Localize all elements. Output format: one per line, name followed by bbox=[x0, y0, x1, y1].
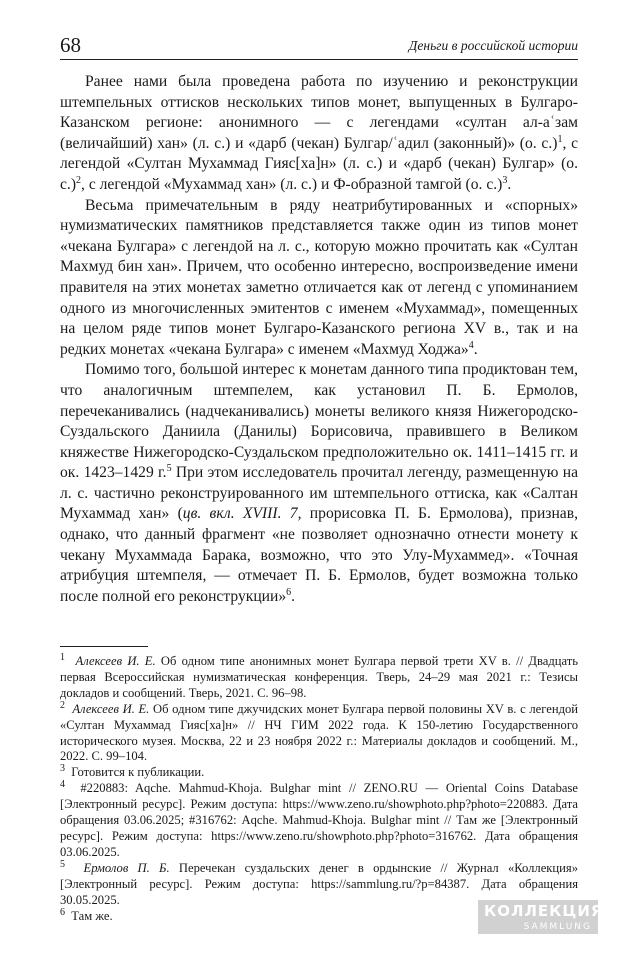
watermark-bottom: SAMMLUNG bbox=[523, 922, 592, 932]
paragraph-text: При этом исследователь прочитал легенду, размещенную на л. с. частично реконструированного им штемпельного оттиска, как «Салтан Мухаммад хан» ( bbox=[60, 464, 579, 523]
paragraph-text: Весьма примечательным в ряду неатрибутированных и «спорных» нумизматических памятников представляется также один из типов монет «чекана Булгара» с легендой на л. с., которую можно прочитать как «Султан Махмуд бин хан». Причем, что особенно интересно, воспроизведение имени правителя на этих монетах заметно отличается как от легенд с упоминанием одного из многочисленных эмитентов с именем «Мухаммад», помещенных на целом ряде типов монет Булгаро-Казанского региона XV в., так и на редких монетах «чекана Булгара» с именем «Махмуд Ходжа» bbox=[60, 196, 578, 358]
paragraph-text: прорисовка П. Б. Ермолова), признав, однако, что данный фрагмент «не позволяет однозначно отнести монету к чекану Мухаммада Барака, возможно, что это Улу-Мухаммед». «Точная атрибуция штемпеля, — отмечает П. Б. Ермолов, будет возможна только после полной его реконструкции» bbox=[60, 505, 578, 605]
footnote-ref-6: 6 bbox=[286, 586, 292, 598]
paragraph-2 bbox=[60, 196, 578, 361]
footnote-text: Об одном типе джучидских монет Булгара первой половины XV в. с легендой «Султан Мухаммад Гияс[ха]н» // НЧ ГИМ 2022 года. К 150-летию Государственного исторического музея. Москва, 22 и 23 ноября 2022 г.: Материалы докладов и сообщений. М., 2022. С. 99–104. bbox=[60, 701, 579, 764]
page-header bbox=[60, 33, 578, 57]
paragraph-3 bbox=[60, 360, 578, 607]
footnote-number: 1 bbox=[60, 651, 65, 663]
main-text bbox=[60, 72, 578, 607]
paragraph-text: , с легендой «Мухаммад хан» (л. с.) и Ф-образной тамгой (о. с.) bbox=[81, 175, 503, 193]
watermark-top: КОЛЛЕКЦИЯ bbox=[484, 902, 604, 920]
footnote-number: 2 bbox=[60, 699, 65, 711]
footnote-author: Алексеев И. Е. bbox=[75, 654, 156, 668]
paragraph-text: . bbox=[473, 340, 478, 358]
running-title: Деньги в российской истории bbox=[408, 38, 578, 53]
footnote-number: 4 bbox=[60, 779, 65, 791]
paragraph-text: , с легендой «Султан Мухаммад Гияс[ха]н» (л. с.) и «дарб (чекан) Булгар» (о. с.) bbox=[60, 134, 579, 193]
paragraph-text: . bbox=[507, 175, 512, 193]
footnote-rule bbox=[60, 646, 148, 647]
paragraph-text: Ранее нами была проведена работа по изучению и реконструкции штемпельных оттисков нескольких типов монет, выпущенных в Булгаро-Казанском регионе: анонимного — с легендами «султан ал-аʿзам (величайший) хан» (л. с.) и «дарб (чекан) Булгар/ʿадил (законный)» (о. с.) bbox=[60, 73, 578, 152]
footnote-ref-1: 1 bbox=[557, 133, 563, 145]
footnote bbox=[60, 699, 579, 766]
paragraph-text: Помимо того, большой интерес к монетам данного типа продиктован тем, что аналогичным штемпелем, как установил П. Б. Ермолов, перечеканивались (надчеканивались) монеты великого князя Нижегородско-Суздальского Даниила (Данилы) Борисовича, правившего в Великом княжестве Нижегородско-Суздальском предположительно ок. 1411–1415 гг. и ок. 1423–1429 г. bbox=[60, 361, 578, 482]
header-rule bbox=[60, 59, 578, 60]
footnote-ref-5: 5 bbox=[166, 463, 172, 475]
footnote-author: Ермолов П. Б. bbox=[83, 860, 170, 875]
plate-reference: цв. вкл. XVIII. 7, bbox=[182, 505, 302, 523]
footnote-ref-3: 3 bbox=[502, 174, 508, 186]
footnote-number: 3 bbox=[60, 763, 65, 775]
paragraph-1 bbox=[60, 72, 578, 196]
footnote-text: Там же. bbox=[71, 908, 113, 923]
footnote bbox=[60, 781, 578, 861]
footnote bbox=[60, 651, 579, 702]
footnote-ref-2: 2 bbox=[76, 174, 82, 186]
footnote-number: 5 bbox=[60, 858, 65, 870]
footnote-text: Перечекан суздальских денег в ордынские // Журнал «Коллекция» [Электронный ресурс]. Режим доступа: https://sammlung.ru/?p=84387. Дата обращения 30.05.2025. bbox=[60, 860, 578, 907]
footnote-ref-4: 4 bbox=[468, 339, 474, 351]
footnote-number: 6 bbox=[60, 906, 65, 918]
paragraph-text: . bbox=[291, 587, 296, 605]
footnote-author: Алексеев И. Е. bbox=[72, 701, 150, 716]
footnote-text: Об одном типе анонимных монет Булгара первой трети XV в. // Двадцать первая Всероссийская нумизматическая конференция. Тверь, 24–29 мая 2021 г.: Тезисы докладов и сообщений. Тверь, 2021. С. 96–98. bbox=[60, 654, 579, 700]
footnote-text: Готовится к публикации. bbox=[71, 765, 205, 780]
footnote-text: #220883: Aqche. Mahmud-Khoja. Bulghar mint // ZENO.RU — Oriental Coins Database [Электронный ресурс]. Режим доступа: https://www.zeno.ru/showphoto.php?photo=220883. Дата обращения 03.06.2025; #316762: Aqche. Mahmud-Khoja. Bulghar mint // Там же [Электронный ресурс]. Режим доступа: https://www.zeno.ru/showphoto.php?photo=316762. Дата обращения 03.06.2025. bbox=[60, 781, 578, 859]
page-number: 68 bbox=[60, 33, 81, 57]
footnote bbox=[60, 765, 578, 781]
footnotes bbox=[60, 651, 579, 924]
watermark-logo bbox=[478, 900, 604, 934]
